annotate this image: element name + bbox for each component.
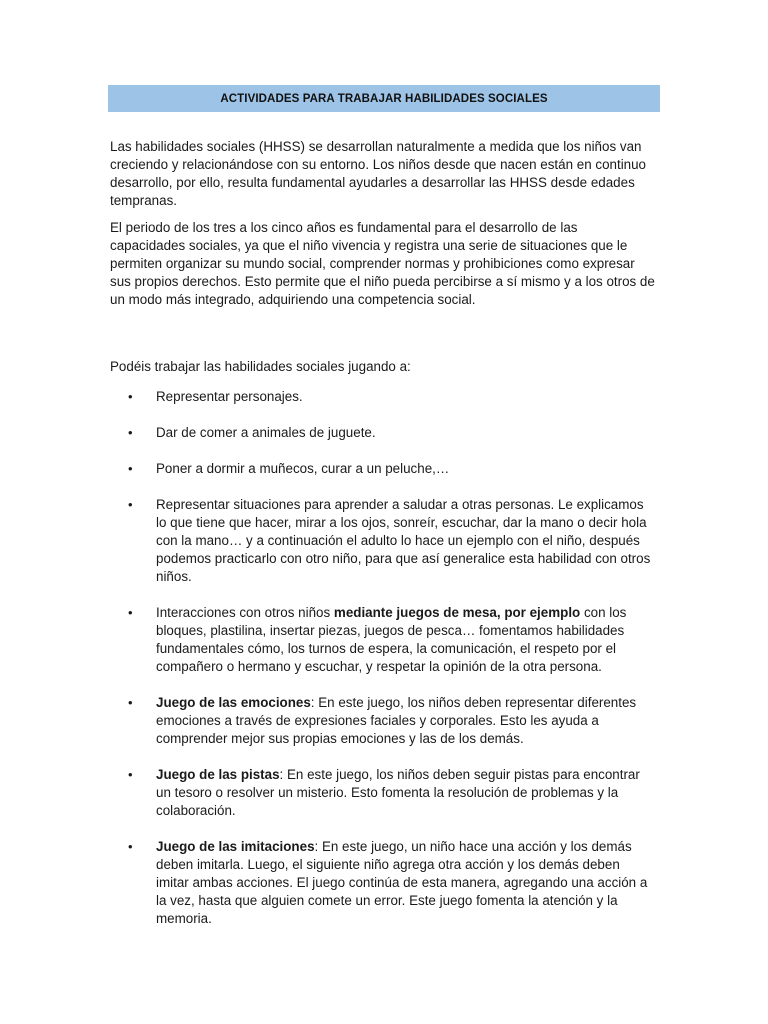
list-item-text: : En este juego, los niños deben representar diferentes emociones a través de expresiones faciales y corporales. Esto les ayuda a comprender mejor sus propias emociones y las de los demás. bbox=[156, 695, 637, 746]
paragraph: Las habilidades sociales (HHSS) se desarrollan naturalmente a medida que los niños van creciendo y relacionándose con su entorno. Los niños desde que nacen están en continuo desarrollo, por ello, resulta fundamental ayudarles a desarrollar las HHSS desde edades tempranas. bbox=[110, 139, 647, 208]
list-item bbox=[110, 766, 655, 820]
list-item-bold: mediante juegos de mesa, por ejemplo bbox=[333, 605, 581, 620]
document-body bbox=[110, 138, 655, 946]
bullet-icon: • bbox=[128, 461, 133, 476]
list-item-text: con los bloques, plastilina, insertar piezas, juegos de pesca… fomentamos habilidades fundamentales cómo, los turnos de espera, la comunicación, el respeto por el compañero o hermano y escuchar, y respetar la opinión de la otra persona. bbox=[156, 605, 627, 674]
list-item-text: : En este juego, los niños deben seguir pistas para encontrar un tesoro o resolver un misterio. Esto fomenta la resolución de problemas y la colaboración. bbox=[156, 767, 640, 818]
list-item-text: Dar de comer a animales de juguete. bbox=[156, 425, 376, 440]
bullet-icon: • bbox=[128, 767, 133, 782]
list-item bbox=[110, 604, 655, 676]
list-item bbox=[110, 460, 655, 478]
list-item-heading: Juego de las emociones bbox=[156, 695, 311, 710]
bullet-icon: • bbox=[128, 839, 133, 854]
bullet-icon: • bbox=[128, 695, 133, 710]
list-item-heading: Juego de las imitaciones bbox=[156, 839, 315, 854]
list-intro: Podéis trabajar las habilidades sociales jugando a: bbox=[110, 359, 411, 374]
list-item bbox=[110, 838, 655, 928]
bullet-icon: • bbox=[128, 497, 133, 512]
list-item-prefix: Interacciones con otros niños bbox=[156, 605, 334, 620]
title-banner bbox=[108, 85, 660, 112]
list-item-text: Representar situaciones para aprender a saludar a otras personas. Le explicamos lo que tiene que hacer, mirar a los ojos, sonreír, escuchar, dar la mano o decir hola con la mano… y a continuación el adulto lo hace un ejemplo con el niño, después podemos practicarlo con otro niño, para que así generalice esta habilidad con otros niños. bbox=[156, 497, 651, 584]
list-item bbox=[110, 388, 655, 406]
list-item bbox=[110, 424, 655, 442]
list-item bbox=[110, 496, 655, 586]
activity-list bbox=[110, 388, 655, 928]
list-item bbox=[110, 694, 655, 748]
bullet-icon: • bbox=[128, 425, 133, 440]
list-item-heading: Juego de las pistas bbox=[156, 767, 280, 782]
bullet-icon: • bbox=[128, 389, 133, 404]
paragraph: El periodo de los tres a los cinco años es fundamental para el desarrollo de las capacidades sociales, ya que el niño vivencia y registra una serie de situaciones que le permiten organizar su mundo social, comprender normas y prohibiciones como expresar sus propios derechos. Esto permite que el niño pueda percibirse a sí mismo y a los otros de un modo más integrado, adquiriendo una competencia social. bbox=[110, 220, 655, 307]
list-item-text: Poner a dormir a muñecos, curar a un peluche,… bbox=[156, 461, 450, 476]
list-item-text: Representar personajes. bbox=[156, 389, 303, 404]
document-title: ACTIVIDADES PARA TRABAJAR HABILIDADES SOCIALES bbox=[220, 92, 548, 105]
list-item-text: : En este juego, un niño hace una acción y los demás deben imitarla. Luego, el siguiente niño agrega otra acción y los demás deben imitar ambas acciones. El juego continúa de esta manera, agregando una acción a la vez, hasta que alguien comete un error. Este juego fomenta la atención y la memoria. bbox=[156, 839, 648, 926]
bullet-icon: • bbox=[128, 605, 133, 620]
